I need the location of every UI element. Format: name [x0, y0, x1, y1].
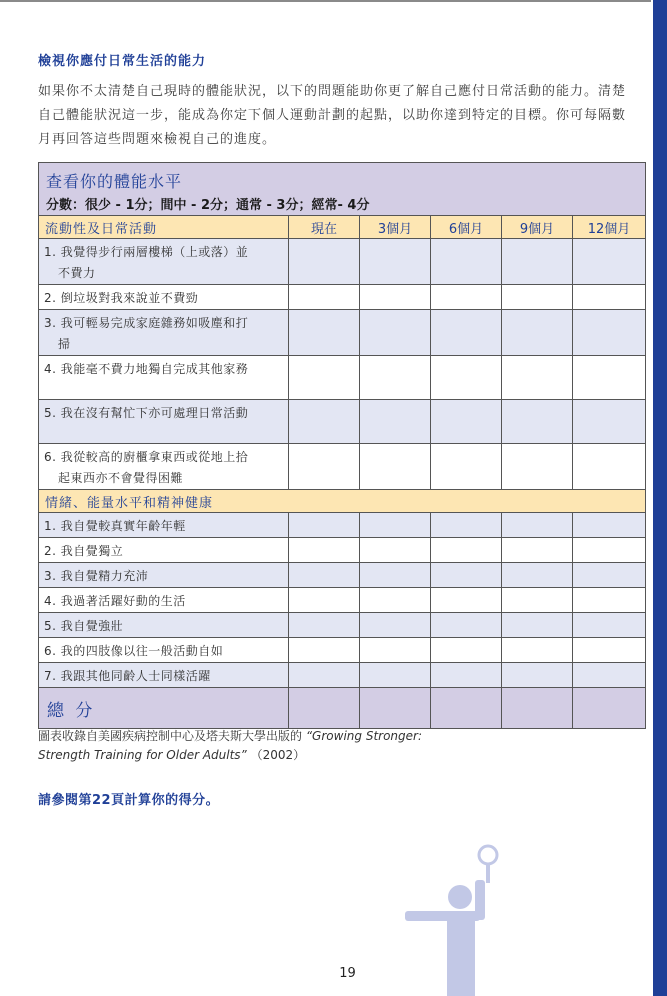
score-cell[interactable] [573, 400, 646, 444]
score-cell[interactable] [431, 513, 502, 538]
table-row [39, 588, 646, 613]
item-text-cont: 起東西亦不會覺得困難 [58, 471, 184, 485]
source-title-part2: Strength Training for Older Adults” [38, 748, 247, 762]
score-cell[interactable] [360, 638, 431, 663]
score-cell[interactable] [289, 638, 360, 663]
score-cell[interactable] [431, 444, 502, 490]
score-cell[interactable] [289, 538, 360, 563]
item-text: 3. 我可輕易完成家庭雜務如吸塵和打 [44, 316, 249, 330]
total-cell[interactable] [573, 688, 646, 729]
score-cell[interactable] [502, 285, 573, 310]
score-cell[interactable] [573, 444, 646, 490]
col-3-months: 3個月 [360, 216, 431, 239]
item-text: 5. 我在沒有幫忙下亦可處理日常活動 [44, 406, 249, 420]
score-cell[interactable] [289, 285, 360, 310]
top-border [0, 0, 667, 2]
section-header-row [39, 216, 646, 239]
score-cell[interactable] [573, 563, 646, 588]
table-row [39, 538, 646, 563]
table-row [39, 356, 646, 400]
section-heading: 檢視你應付日常生活的能力 [38, 54, 207, 69]
item-text: 4. 我能毫不費力地獨自完成其他家務 [44, 362, 249, 376]
item-label [39, 444, 289, 490]
scoring-scale: 分數：很少 - 1分；間中 - 2分；通常 - 3分；經常- 4分 [46, 198, 370, 213]
score-cell[interactable] [502, 563, 573, 588]
table-row [39, 310, 646, 356]
score-cell[interactable] [360, 400, 431, 444]
score-cell[interactable] [289, 310, 360, 356]
score-cell[interactable] [360, 310, 431, 356]
score-cell[interactable] [502, 444, 573, 490]
item-label: 1. 我自覺較真實年齡年輕 [39, 513, 289, 538]
item-text-cont: 掃 [58, 337, 71, 351]
item-label [39, 356, 289, 400]
score-cell[interactable] [289, 400, 360, 444]
source-note [38, 727, 598, 765]
fitness-level-table [38, 162, 646, 729]
item-text: 1. 我覺得步行兩層樓梯（上或落）並 [44, 245, 249, 259]
table-row [39, 400, 646, 444]
table-row [39, 563, 646, 588]
score-cell[interactable] [431, 400, 502, 444]
item-label: 5. 我自覺強壯 [39, 613, 289, 638]
score-cell[interactable] [573, 310, 646, 356]
score-cell[interactable] [360, 538, 431, 563]
item-label [39, 310, 289, 356]
score-cell[interactable] [431, 356, 502, 400]
score-cell[interactable] [573, 663, 646, 688]
intro-paragraph: 如果你不太清楚自己現時的體能狀況，以下的問題能助你更了解自己應付日常活動的能力。清楚自己體能狀況這一步，能成為你定下個人運動計劃的起點，以助你達到特定的目標。你可每隔數月再回答這些問題來檢視自己的進度。 [38, 84, 627, 147]
item-label: 7. 我跟其他同齡人士同樣活躍 [39, 663, 289, 688]
item-text: 6. 我從較高的廚櫃拿東西或從地上拾 [44, 450, 249, 464]
score-cell[interactable] [502, 588, 573, 613]
section-label-mobility: 流動性及日常活動 [39, 216, 289, 239]
score-cell[interactable] [502, 638, 573, 663]
score-cell[interactable] [502, 513, 573, 538]
score-cell[interactable] [502, 400, 573, 444]
score-cell[interactable] [573, 356, 646, 400]
table-row [39, 613, 646, 638]
section-header-row [39, 490, 646, 513]
score-cell[interactable] [431, 588, 502, 613]
score-cell[interactable] [360, 563, 431, 588]
item-label: 2. 我自覺獨立 [39, 538, 289, 563]
table-title-cell [39, 163, 646, 216]
score-cell[interactable] [289, 588, 360, 613]
table-row [39, 638, 646, 663]
table-row [39, 513, 646, 538]
score-cell[interactable] [289, 239, 360, 285]
score-cell[interactable] [573, 513, 646, 538]
score-cell[interactable] [573, 239, 646, 285]
total-cell[interactable] [431, 688, 502, 729]
source-year: （2002） [250, 748, 306, 762]
item-label: 3. 我自覺精力充沛 [39, 563, 289, 588]
score-cell[interactable] [573, 638, 646, 663]
side-accent-bar [653, 0, 667, 996]
score-cell[interactable] [289, 513, 360, 538]
score-cell[interactable] [360, 285, 431, 310]
score-reference-note: 請參閱第22頁計算你的得分。 [38, 793, 220, 808]
score-cell[interactable] [289, 563, 360, 588]
score-cell[interactable] [502, 310, 573, 356]
score-cell[interactable] [360, 239, 431, 285]
score-cell[interactable] [502, 239, 573, 285]
col-9-months: 9個月 [502, 216, 573, 239]
score-cell[interactable] [431, 638, 502, 663]
col-now: 現在 [289, 216, 360, 239]
item-label [39, 285, 289, 310]
total-row [39, 688, 646, 729]
score-cell[interactable] [573, 538, 646, 563]
score-cell[interactable] [502, 538, 573, 563]
table-title-row [39, 163, 646, 216]
table-row [39, 444, 646, 490]
source-prefix: 圖表收錄自美國疾病控制中心及塔夫斯大學出版的 [38, 729, 303, 743]
score-cell[interactable] [502, 613, 573, 638]
total-cell[interactable] [502, 688, 573, 729]
score-cell[interactable] [573, 285, 646, 310]
score-cell[interactable] [360, 513, 431, 538]
score-cell[interactable] [360, 588, 431, 613]
score-cell[interactable] [431, 310, 502, 356]
score-cell[interactable] [289, 663, 360, 688]
table-row [39, 663, 646, 688]
score-cell[interactable] [289, 613, 360, 638]
total-cell[interactable] [360, 688, 431, 729]
total-cell[interactable] [289, 688, 360, 729]
total-label: 總 分 [39, 688, 289, 729]
item-label: 4. 我過著活躍好動的生活 [39, 588, 289, 613]
item-text-cont: 不費力 [58, 266, 96, 280]
score-cell[interactable] [360, 613, 431, 638]
score-cell[interactable] [431, 563, 502, 588]
score-cell[interactable] [573, 588, 646, 613]
score-cell[interactable] [431, 285, 502, 310]
score-cell[interactable] [502, 356, 573, 400]
table-row [39, 285, 646, 310]
page-number: 19 [339, 966, 356, 981]
score-cell[interactable] [573, 613, 646, 638]
table-title: 查看你的體能水平 [46, 172, 183, 191]
col-6-months: 6個月 [431, 216, 502, 239]
score-cell[interactable] [431, 239, 502, 285]
source-title-part1: “Growing Stronger: [305, 729, 422, 743]
score-cell[interactable] [289, 356, 360, 400]
score-cell[interactable] [431, 663, 502, 688]
score-cell[interactable] [360, 663, 431, 688]
score-cell[interactable] [360, 444, 431, 490]
score-cell[interactable] [431, 538, 502, 563]
score-cell[interactable] [289, 444, 360, 490]
score-cell[interactable] [360, 356, 431, 400]
score-cell[interactable] [431, 613, 502, 638]
item-label: 6. 我的四肢像以往一般活動自如 [39, 638, 289, 663]
item-text: 2. 倒垃圾對我來說並不費勁 [44, 291, 199, 305]
table-row [39, 239, 646, 285]
section-label-wellbeing: 情緒、能量水平和精神健康 [39, 490, 646, 513]
col-12-months: 12個月 [573, 216, 646, 239]
item-label [39, 239, 289, 285]
score-cell[interactable] [502, 663, 573, 688]
item-label [39, 400, 289, 444]
